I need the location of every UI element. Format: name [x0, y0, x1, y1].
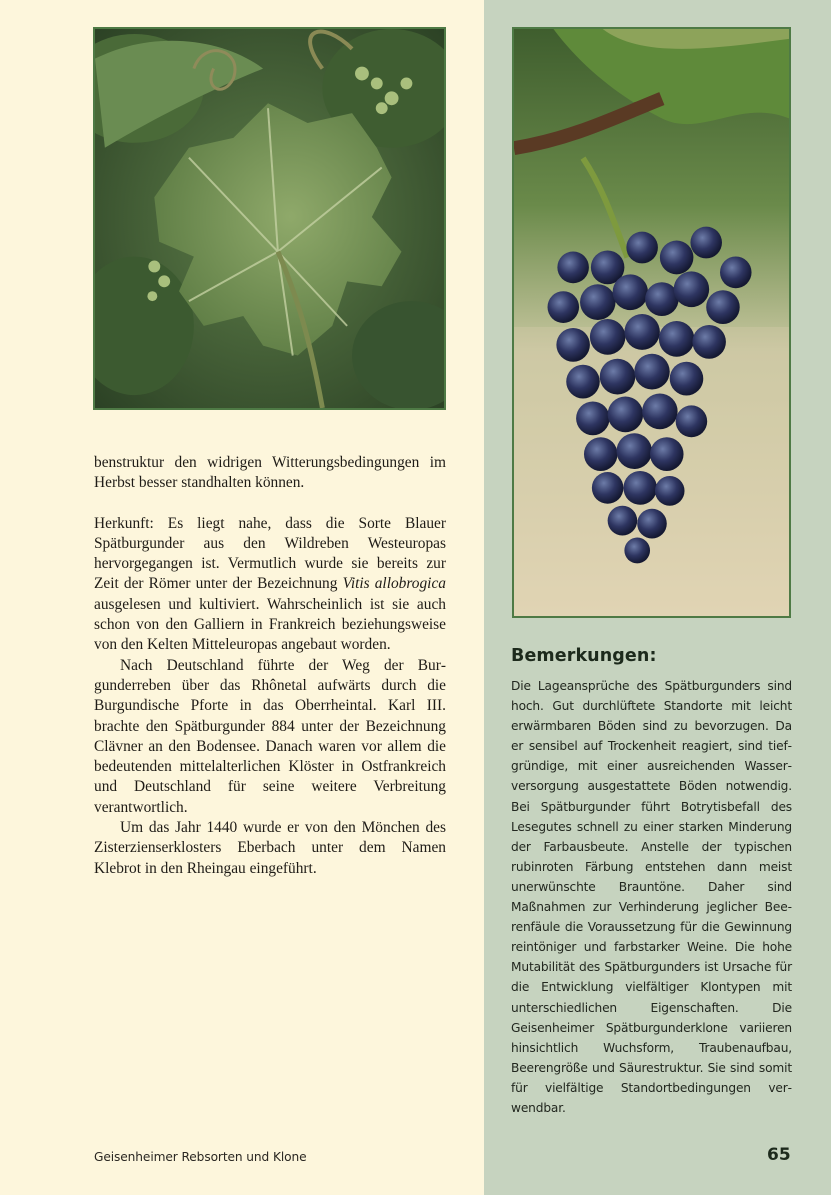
notes-body-text: Die Lageansprüche des Spätburgunders sind hoch. Gut durchlüftete Standorte mit leicht erwärmbaren Böden sind zu bevorzugen. Da er sensibel auf Trockenheit reagiert, sind tiefgründige, mit einer ausreichenden Wasserversorgung ausgestattete Böden notwendig. Bei Spätburgunder führt Botrytisbefall des Lesegutes schnell zu einer starken Minderung der Farbausbeute. Anstelle der typischen rubinroten Färbung entstehen dann meist unerwünschte Brauntöne. Daher sind Maßnahmen zur Verhinderung jeglicher Beerenfäule die Voraussetzung für die Gewinnung reintöniger und farbstarker Weine. Die hohe Mutabilität des Spätburgunders ist Ursache für die Entwicklung vielfältiger Klontypen mit unterschiedlichen Eigenschaften. Die Geisenheimer Spätburgunderklone variieren hinsichtlich Wuchsform, Traubenaufbau, Beerengröße und Säurestruktur. Sie sind somit für vielfältige Standortbedingungen verwendbar. [511, 679, 792, 1115]
notes-heading: Bemerkungen: [511, 646, 657, 666]
vine-leaf-illustration [95, 29, 444, 408]
main-body-text [94, 453, 446, 879]
footer-publication-title: Geisenheimer Rebsorten und Klone [94, 1150, 307, 1164]
origin-text-end: ausgelesen und kultiviert. Wahrscheinlich ist sie auch schon von den Galliern in Frankreich beziehungsweise von den Kelten Mitteleuropas angebaut worden. [94, 595, 446, 654]
paragraph-history: Nach Deutschland führte der Weg der Burgunderreben über das Rhônetal aufwärts durch die Burgundische Pforte in das Oberrheintal. Karl III. brachte den Spätburgunder 884 unter der Bezeichnung Clävner an den Bodensee. Danach waren vor allem die bedeutenden mittelalterlichen Klöster in Ostfrankreich und Deutschland für seine weitere Verbreitung verantwortlich. [94, 656, 446, 816]
page-number: 65 [767, 1145, 791, 1165]
latin-name: Vitis allobrogica [342, 575, 446, 593]
paragraph-continuation: benstruktur den widrigen Witterungsbedingungen im Herbst besser standhalten können. [94, 454, 446, 492]
paragraph-rheingau: Um das Jahr 1440 wurde er von den Mönchen des Zisterzienserklosters Eberbach unter dem Namen Klebrot in den Rheingau eingeführt. [94, 819, 446, 877]
vine-leaf-photo [93, 27, 446, 410]
paragraph-origin [94, 514, 446, 656]
grape-cluster-illustration [514, 29, 789, 616]
grape-cluster-photo [512, 27, 791, 618]
origin-text-start: Herkunft: Es liegt nahe, dass die Sorte Blauer Spätburgunder aus den Wildreben Westeuropas hervorgegangen ist. Vermutlich wurde sie bereits zur Zeit der Römer unter der Bezeichnung [94, 514, 446, 593]
